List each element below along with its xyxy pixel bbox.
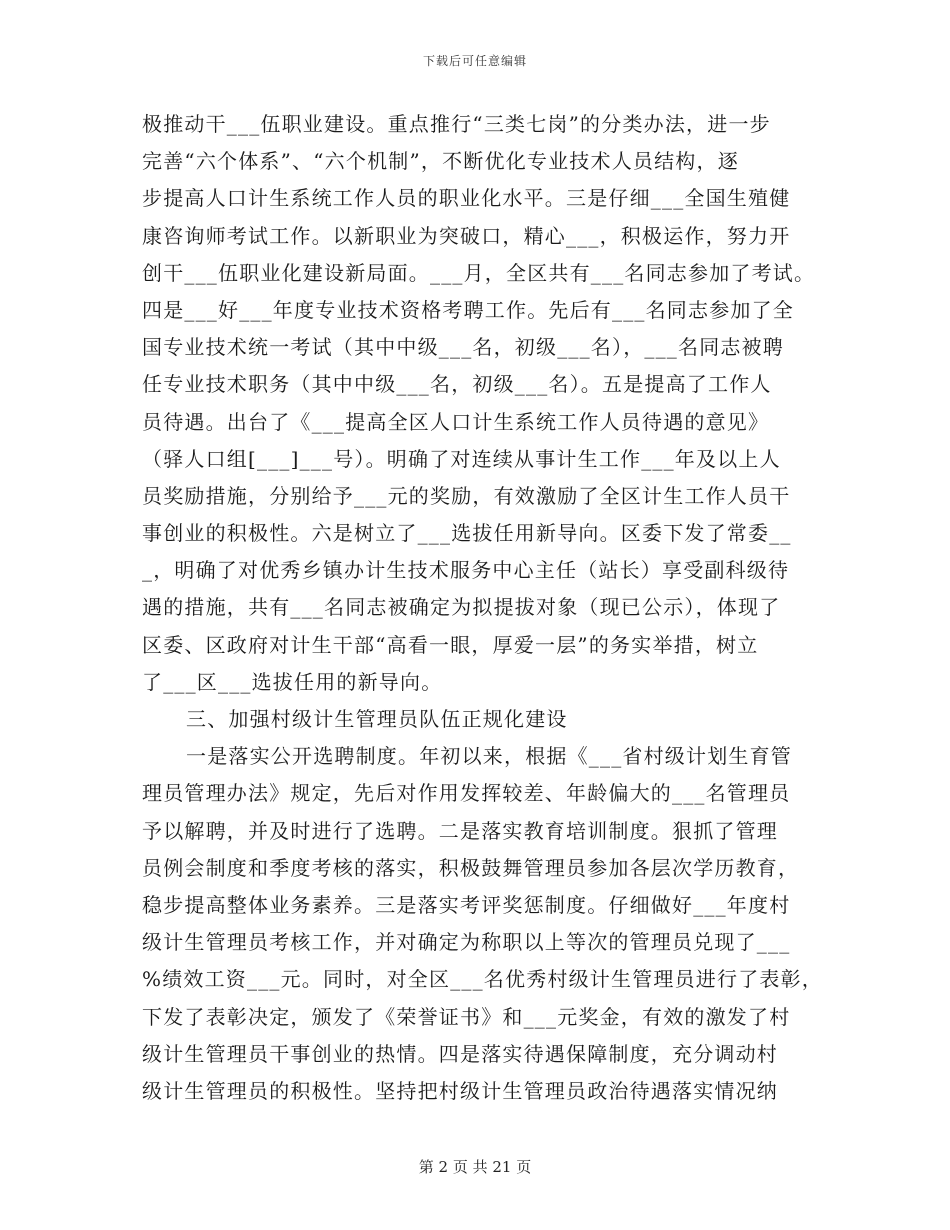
text-line: 完善“六个体系”、“六个机制”，不断优化专业技术人员结构，逐 bbox=[142, 149, 739, 174]
text-line: 任专业技术职务（其中中级___名，初级___名）。五是提高了工作人 bbox=[142, 372, 772, 397]
text-line: 理员管理办法》规定，先后对作用发挥较差、年龄偏大的___名管理员 bbox=[142, 781, 791, 806]
text-line: 予以解聘，并及时进行了选聘。二是落实教育培训制度。狠抓了管理 bbox=[142, 818, 778, 843]
text-line: （驿人口组[___]___号）。明确了对连续从事计生工作___年及以上人 bbox=[142, 446, 781, 471]
text-line: 极推动干___伍职业建设。重点推行“三类七岗”的分类办法，进一步 bbox=[142, 112, 771, 136]
text-line: 了___区___选拔任用的新导向。 bbox=[142, 669, 443, 694]
text-line: 下发了表彰决定，颁发了《荣誉证书》和___元奖金，有效的激发了村 bbox=[142, 1004, 791, 1029]
page-header: 下载后可任意编辑 bbox=[422, 54, 527, 68]
text-line: _，明确了对优秀乡镇办计生技术服务中心主任（站长）享受副科级待 bbox=[142, 558, 790, 583]
text-line: 稳步提高整体业务素养。三是落实考评奖惩制度。仔细做好___年度村 bbox=[142, 892, 791, 917]
text-line: 创干___伍职业化建设新局面。___月，全区共有___名同志参加了考试。 bbox=[142, 260, 816, 285]
text-line: 员待遇。出台了《___提高全区人口计生系统工作人员待遇的意见》 bbox=[142, 409, 770, 434]
document-body bbox=[142, 106, 824, 1110]
text-line: 区委、区政府对计生干部“高看一眼，厚爱一层”的务实举措，树立 bbox=[142, 632, 759, 657]
text-line: 级计生管理员的积极性。坚持把村级计生管理员政治待遇落实情况纳 bbox=[142, 1078, 778, 1103]
text-line: %绩效工资___元。同时，对全区___名优秀村级计生管理员进行了表彰， bbox=[142, 967, 824, 992]
text-line: 一是落实公开选聘制度。年初以来，根据《___省村级计划生育管 bbox=[186, 744, 792, 769]
text-line: 三、加强村级计生管理员队伍正规化建设 bbox=[186, 707, 568, 731]
text-line: 步提高人口计生系统工作人员的职业化水平。三是仔细___全国生殖健 bbox=[142, 186, 791, 211]
page-footer: 第 2 页 共 21 页 bbox=[418, 1158, 532, 1176]
text-line: 员奖励措施，分别给予___元的奖励，有效激励了全区计生工作人员干 bbox=[142, 483, 791, 508]
text-line: 级计生管理员考核工作，并对确定为称职以上等次的管理员兑现了___ bbox=[142, 930, 791, 955]
text-line: 事创业的积极性。六是树立了___选拔任用新导向。区委下发了常委__ bbox=[142, 521, 792, 546]
text-line: 遇的措施，共有___名同志被确定为拟提拔对象（现已公示），体现了 bbox=[142, 595, 781, 620]
text-line: 级计生管理员干事创业的热情。四是落实待遇保障制度，充分调动村 bbox=[142, 1041, 778, 1066]
text-line: 国专业技术统一考试（其中中级___名，初级___名），___名同志被聘 bbox=[142, 335, 784, 360]
text-line: 康咨询师考试工作。以新职业为突破口，精心___，积极运作，努力开 bbox=[142, 223, 791, 248]
text-line: 四是___好___年度专业技术资格考聘工作。先后有___名同志参加了全 bbox=[142, 297, 794, 322]
text-line: 员例会制度和季度考核的落实，积极鼓舞管理员参加各层次学历教育， bbox=[142, 855, 800, 880]
